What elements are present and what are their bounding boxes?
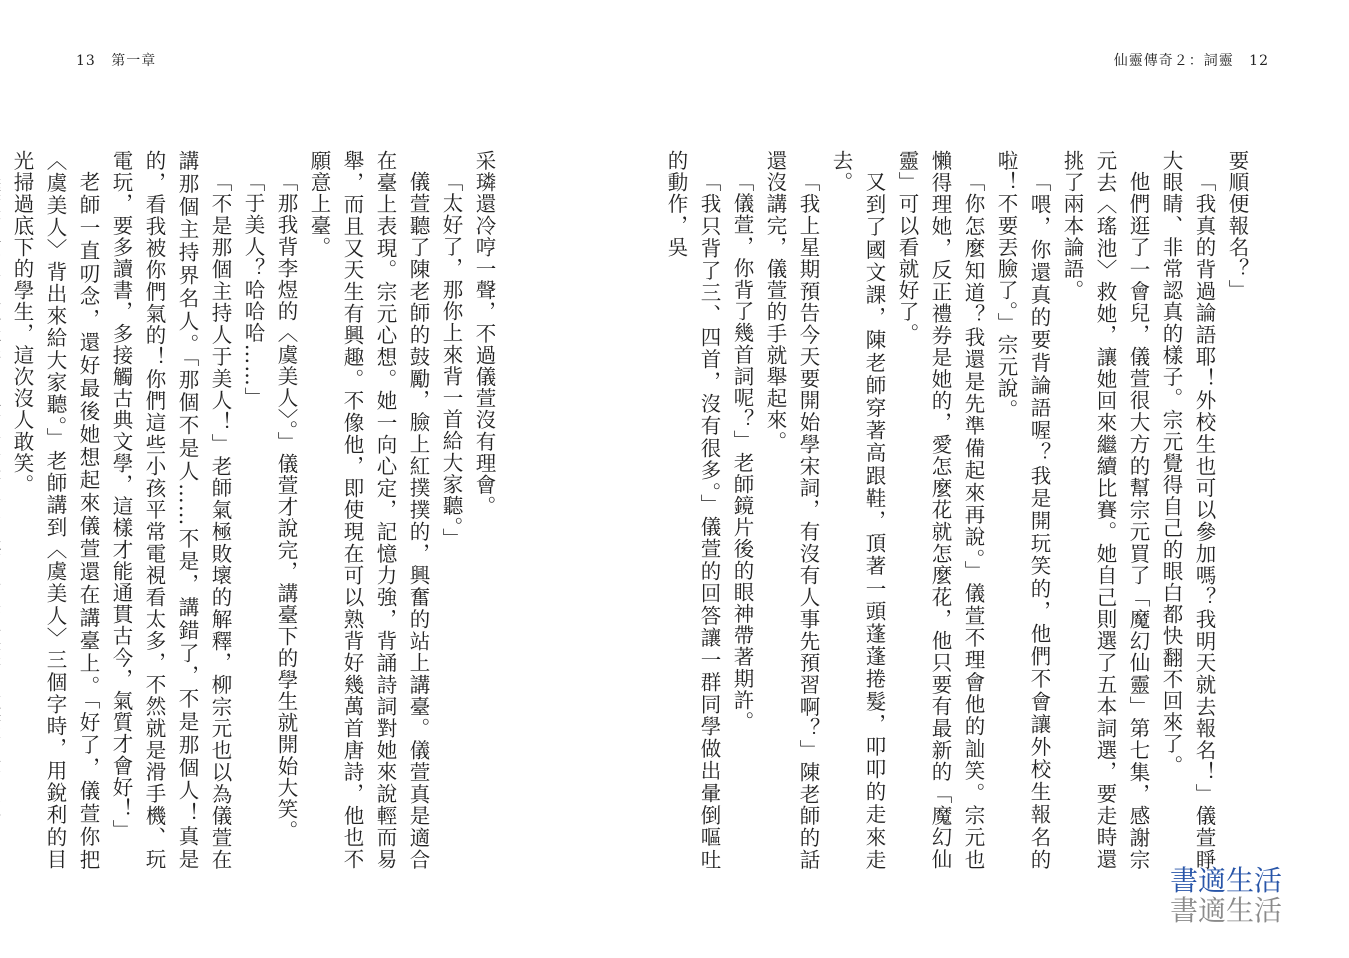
right-paragraph-9: 「我只背了三、四首，沒有很多。」儀萱的回答讓一群同學做出暈倒嘔吐的動作，吳 xyxy=(664,150,721,870)
right-paragraph-6: 又到了國文課，陳老師穿著高跟鞋，頂著一頭蓬蓬捲髮，叩叩的走來走去。 xyxy=(829,150,886,870)
left-paragraph-7: 老師一直叨念，還好最後她想起來儀萱還在講臺上。「好了，儀萱你把〈虞美人〉背出來給大家聽。」老師講到〈虞美人〉三個字時，用銳利的目光掃過底下的學生，這次沒人敢笑。 xyxy=(10,150,100,870)
watermark-line-2: 書適生活 xyxy=(1170,894,1283,927)
left-page-body xyxy=(10,150,500,870)
left-paragraph-8 xyxy=(0,150,5,870)
right-page xyxy=(664,0,1349,958)
right-running-head xyxy=(1114,50,1269,70)
left-page xyxy=(0,0,674,958)
right-paragraph-3: 他們逛了一會兒，儀萱很大方的幫宗元買了「魔幻仙靈」第七集，感謝宗元去〈瑤池〉救她，讓她回來繼續比賽。她自己則選了五本詞選，要走時還挑了兩本論語。 xyxy=(1060,150,1150,870)
right-paragraph-8: 「儀萱，你背了幾首詞呢？」老師鏡片後的眼神帶著期許。 xyxy=(730,170,754,733)
right-paragraph-7: 「我上星期預告今天要開始學宋詞，有沒有人事先預習啊？」陳老師的話還沒講完，儀萱的手就舉起來。 xyxy=(763,150,820,870)
right-paragraph-5: 「你怎麼知道？我還是先準備起來再說。」儀萱不理會他的訕笑。宗元也懶得理她，反正禮券是她的，愛怎麼花就怎麼花，他只要有最新的「魔幻仙靈」可以看就好了。 xyxy=(895,150,985,870)
right-paragraph-4: 「喂，你還真的要背論語喔？我是開玩笑的，他們不會讓外校生報名的啦！不要丟臉了。」宗元說。 xyxy=(994,150,1051,870)
right-paragraph-1: 要順便報名？」 xyxy=(1225,150,1249,302)
left-paragraph-6: 「不是那個主持人于美人！」老師氣極敗壞的解釋，柳宗元也以為儀萱在講那個主持界名人。「那個不是人……不是，講錯了，不是那個人！真是的，看我被你們氣的！你們這些小孩平常電視看太多，不然就是滑手機、玩電玩，要多讀書，多接觸古典文學，這樣才能通貫古今，氣質才會好！」 xyxy=(109,150,232,870)
right-page-body xyxy=(664,150,1253,870)
left-paragraph-3: 儀萱聽了陳老師的鼓勵，臉上紅撲撲的，興奮的站上講臺。儀萱真是適合在臺上表現。宗元心想。她一向心定，記憶力強，背誦詩詞對她來說輕而易舉，而且又天生有興趣。不像他，即使現在可以熟背好幾萬首唐詩，他也不願意上臺。 xyxy=(307,150,430,870)
left-running-head xyxy=(76,50,156,70)
right-paragraph-2: 「我真的背過論語耶！外校生也可以參加嗎？我明天就去報名！」儀萱睜大眼睛、非常認真的樣子。宗元覺得自己的眼白都快翻不回來了。 xyxy=(1159,150,1216,870)
book-title: 仙靈傳奇２：詞靈 xyxy=(1113,53,1234,69)
publisher-watermark xyxy=(1170,866,1300,926)
left-paragraph-4: 「那我背李煜的〈虞美人〉。」儀萱才說完，講臺下的學生就開始大笑。 xyxy=(274,170,298,842)
left-paragraph-5: 「于美人？哈哈哈……」 xyxy=(241,170,265,409)
chapter-title: 第一章 xyxy=(111,53,157,69)
watermark-line-1: 書適生活 xyxy=(1170,864,1283,897)
left-page-number: 13 xyxy=(76,53,96,69)
right-page-number: 12 xyxy=(1249,53,1269,69)
left-paragraph-2: 「太好了，那你上來背一首給大家聽。」 xyxy=(439,170,463,550)
left-paragraph-1: 采璘還冷哼一聲，不過儀萱沒有理會。 xyxy=(472,150,496,518)
